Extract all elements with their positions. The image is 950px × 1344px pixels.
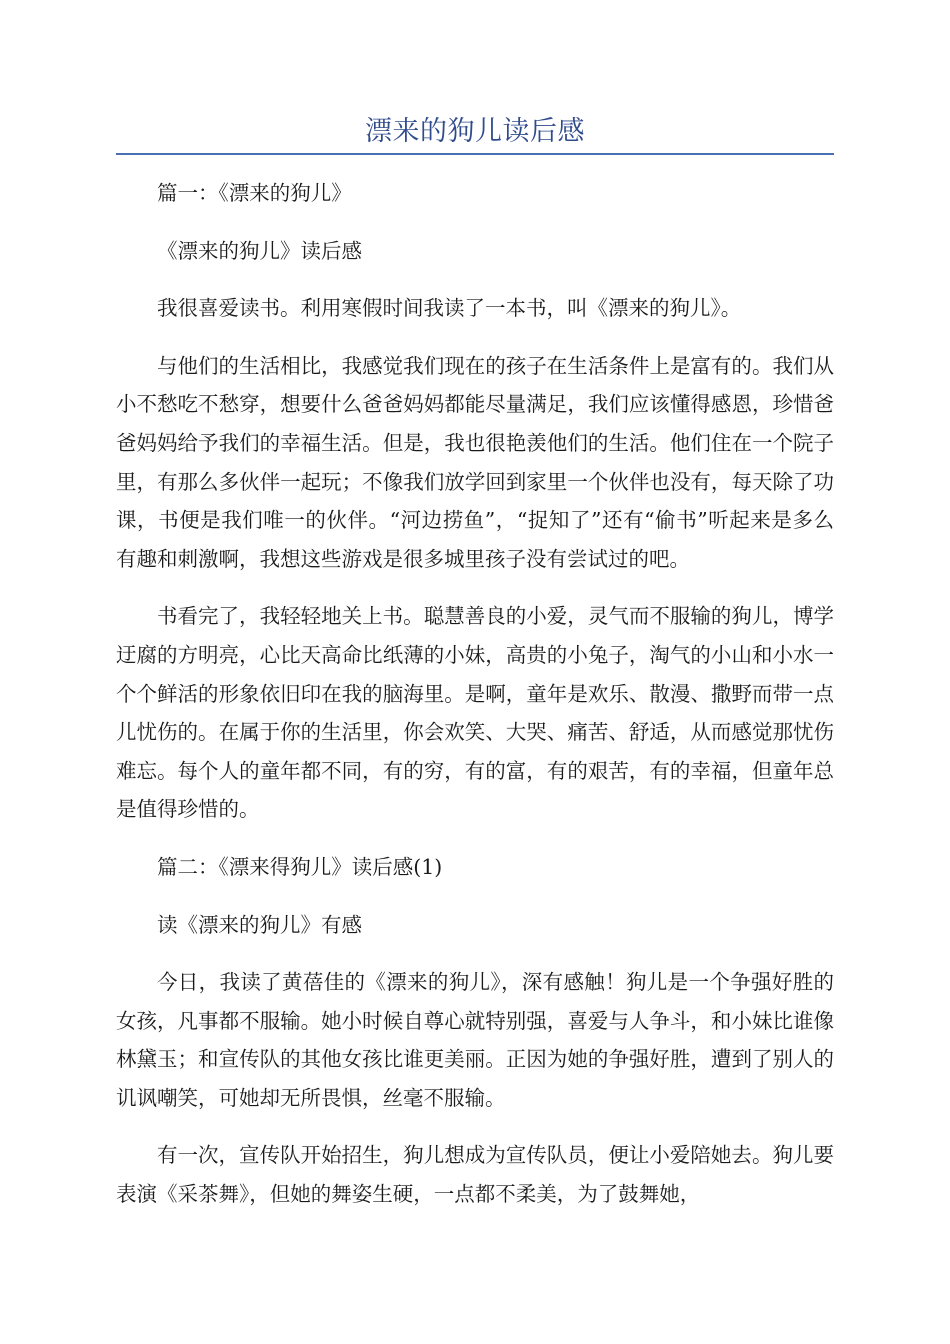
document-title: 漂来的狗儿读后感 <box>365 116 585 147</box>
title-underline <box>116 153 834 155</box>
paragraph: 有一次，宣传队开始招生，狗儿想成为宣传队员，便让小爱陪她去。狗儿要表演《采茶舞》，但她的舞姿生硬，一点都不柔美，为了鼓舞她， <box>116 1143 834 1207</box>
paragraph: 今日，我读了黄蓓佳的《漂来的狗儿》，深有感触！狗儿是一个争强好胜的女孩，凡事都不服输。她小时候自尊心就特别强，喜爱与人争斗，和小妹比谁像林黛玉；和宣传队的其他女孩比谁更美丽。正因为她的争强好胜，遭到了别人的讥讽嘲笑，可她却无所畏惧，丝毫不服输。 <box>116 970 834 1110</box>
paragraph: 篇二：《漂来得狗儿》读后感(1) <box>157 854 443 879</box>
paragraph: 读《漂来的狗儿》有感 <box>157 912 362 937</box>
paragraph: 篇一：《漂来的狗儿》 <box>157 181 352 205</box>
paragraph: 《漂来的狗儿》读后感 <box>157 238 362 263</box>
document-body <box>116 174 834 1233</box>
paragraph: 我很喜爱读书。利用寒假时间我读了一本书，叫《漂来的狗儿》。 <box>157 296 742 321</box>
paragraph: 与他们的生活相比，我感觉我们现在的孩子在生活条件上是富有的。我们从小不愁吃不愁穿，想要什么爸爸妈妈都能尽量满足，我们应该懂得感恩，珍惜爸爸妈妈给予我们的幸福生活。但是，我也很艳羡他们的生活。他们住在一个院子里，有那么多伙伴一起玩；不像我们放学回到家里一个伙伴也没有，每天除了功课，书便是我们唯一的伙伴。“河边捞鱼”，“捉知了”还有“偷书”听起来是多么有趣和刺激啊，我想这些游戏是很多城里孩子没有尝试过的吧。 <box>116 353 834 571</box>
paragraph: 书看完了，我轻轻地关上书。聪慧善良的小爱，灵气而不服输的狗儿，博学迂腐的方明亮，心比天高命比纸薄的小妹，高贵的小兔子，淘气的小山和小水一个个鲜活的形象依旧印在我的脑海里。是啊，童年是欢乐、散漫、撒野而带一点儿忧伤的。在属于你的生活里，你会欢笑、大哭、痛苦、舒适，从而感觉那忧伤难忘。每个人的童年都不同，有的穷，有的富，有的艰苦，有的幸福，但童年总是值得珍惜的。 <box>116 604 834 822</box>
